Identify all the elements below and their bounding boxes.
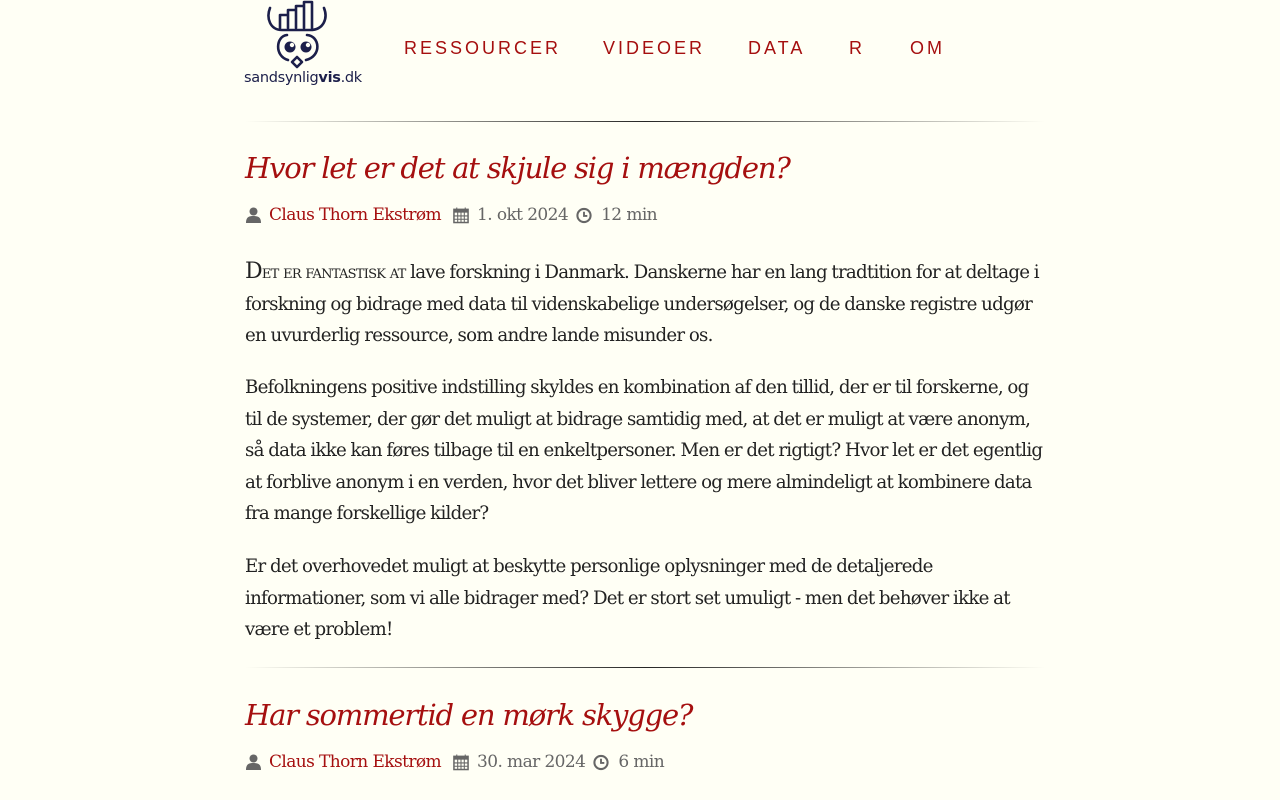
post-excerpt-paragraph: Befolkningens positive indstilling skyldes en kombination af den tillid, der er til forskerne, og til de systemer, der gør det muligt at bidrage samtidig med, at det er muligt at være anonym, så data ikke kan føres tilbage til en enkeltpersoner. Men er det rigtigt? Hvor let er det egentlig at forblive anonym i en verden, hvor det bliver lettere og mere almindeligt at kombinere data fra mange forskellige kilder? xyxy=(245,377,1043,524)
post-date: 30. mar 2024 xyxy=(477,752,586,772)
lead-in: Det er fantastisk at xyxy=(245,259,406,284)
clock-icon xyxy=(576,206,592,224)
post-excerpt-paragraph: Er det overhovedet muligt at beskytte personlige oplysninger med de detaljerede informationer, som vi alle bidrager med? Det er stort set umuligt - men det behøver ikke at være et problem! xyxy=(245,556,1010,640)
clock-icon xyxy=(593,753,609,771)
calendar-icon xyxy=(453,753,469,771)
nav-item-om[interactable]: OM xyxy=(910,38,945,58)
post-meta xyxy=(245,203,657,227)
reading-time: 12 min xyxy=(601,205,658,225)
nav-item-videoer[interactable]: VIDEOER xyxy=(603,38,706,58)
user-icon xyxy=(245,753,261,771)
divider xyxy=(245,121,1045,122)
divider xyxy=(245,667,1045,668)
nav-item-data[interactable]: DATA xyxy=(748,38,806,58)
user-icon xyxy=(245,206,261,224)
logo-wordmark: sandsynligvis.dk xyxy=(244,70,362,86)
nav-item-r[interactable]: R xyxy=(849,38,865,58)
nav-item-ressourcer[interactable]: RESSOURCER xyxy=(404,38,562,58)
calendar-icon xyxy=(453,206,469,224)
owl-logo-icon xyxy=(244,0,362,70)
post-excerpt-paragraph: Det er fantastisk at lave forskning i Danmark. Danskerne har en lang tradtition for at deltage i forskning og bidrage med data til videnskabelige undersøgelser, og de danske registre udgør en uvurderlig ressource, som andre lande misunder os. xyxy=(245,259,1039,346)
post-meta xyxy=(245,750,664,774)
reading-time: 6 min xyxy=(618,752,665,772)
post-date: 1. okt 2024 xyxy=(477,205,569,225)
site-logo[interactable] xyxy=(244,0,362,92)
post-title[interactable]: Hvor let er det at skjule sig i mængden? xyxy=(245,151,790,185)
author-link[interactable]: Claus Thorn Ekstrøm xyxy=(269,752,442,772)
author-link[interactable]: Claus Thorn Ekstrøm xyxy=(269,205,442,225)
post-title[interactable]: Har sommertid en mørk skygge? xyxy=(245,698,693,732)
